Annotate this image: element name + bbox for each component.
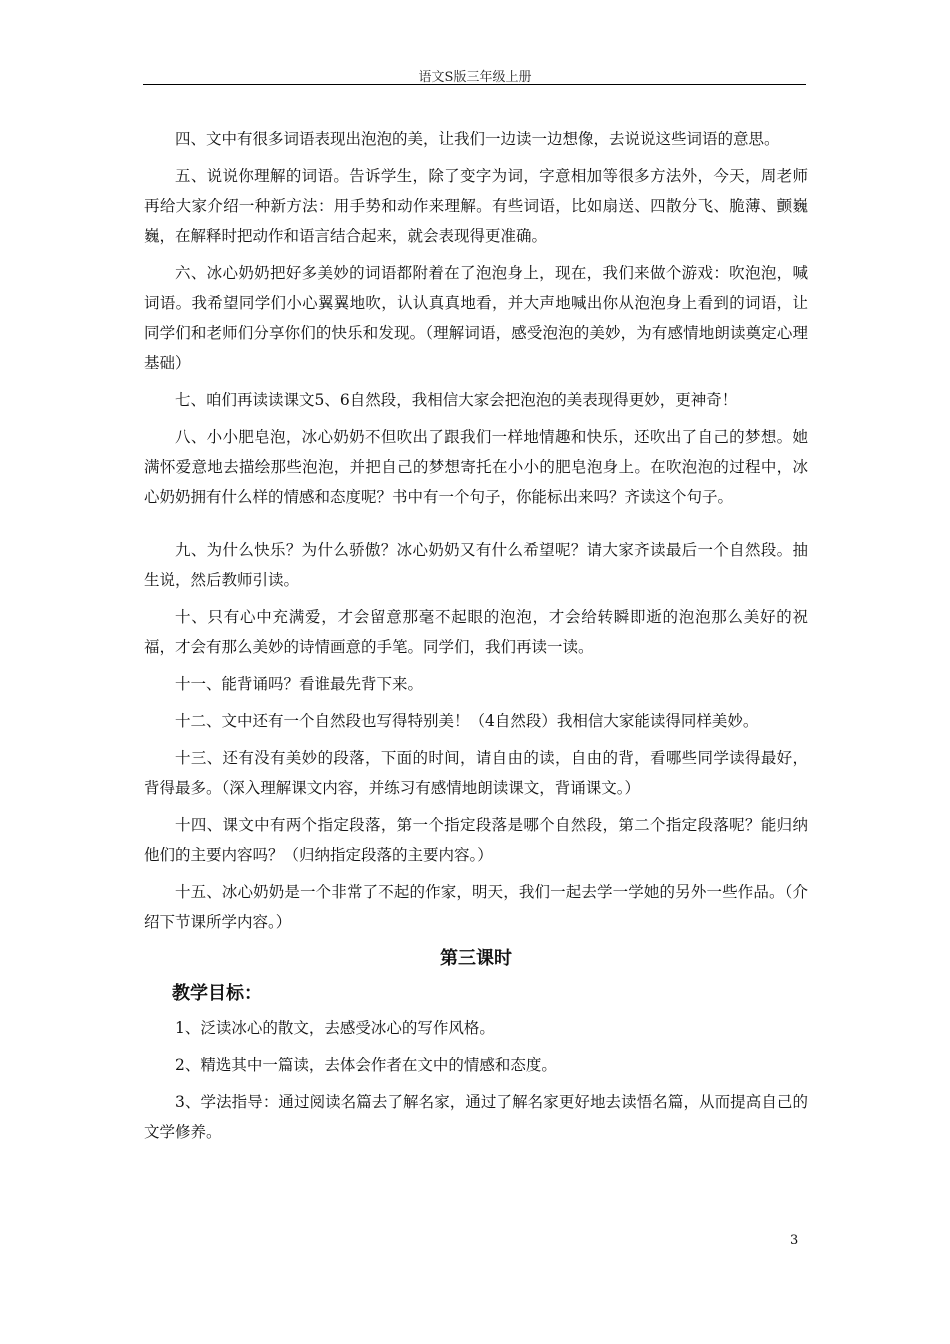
goal-item: 1、泛读冰心的散文，去感受冰心的写作风格。: [175, 1019, 495, 1037]
paragraph-14: 十四、课文中有两个指定段落，第一个指定段落是哪个自然段，第二个指定段落呢？能归纳他们的主要内容吗？（归纳指定段落的主要内容。）: [144, 816, 808, 864]
page-header: 语文S版三年级上册: [418, 70, 532, 85]
goal-item: 3、学法指导：通过阅读名篇去了解名家，通过了解名家更好地去读悟名篇，从而提高自己的文学修养。: [144, 1093, 808, 1141]
paragraph-15: 十五、冰心奶奶是一个非常了不起的作家，明天，我们一起去学一学她的另外一些作品。（介绍下节课所学内容。）: [144, 883, 808, 931]
document-body: [144, 124, 808, 1154]
paragraph-13: 十三、还有没有美妙的段落，下面的时间，请自由的读，自由的背，看哪些同学读得最好，背得最多。（深入理解课文内容，并练习有感情地朗读课文，背诵课文。）: [144, 749, 808, 797]
paragraph-10: 十、只有心中充满爱，才会留意那毫不起眼的泡泡，才会给转瞬即逝的泡泡那么美好的祝福，才会有那么美妙的诗情画意的手笔。同学们，我们再读一读。: [144, 608, 808, 656]
paragraph-7: 七、咱们再读读课文5、6自然段，我相信大家会把泡泡的美表现得更妙，更神奇！: [175, 391, 738, 409]
page-number: 3: [790, 1233, 799, 1248]
teaching-goals-heading: 教学目标：: [172, 983, 262, 1004]
paragraph-9: 九、为什么快乐？为什么骄傲？冰心奶奶又有什么希望呢？请大家齐读最后一个自然段。抽生说，然后教师引读。: [144, 541, 808, 589]
paragraph-5: 五、说说你理解的词语。告诉学生，除了变字为词，字意相加等很多方法外，今天，周老师再给大家介绍一种新方法：用手势和动作来理解。有些词语，比如扇送、四散分飞、脆薄、颤巍巍，在解释时把动作和语言结合起来，就会表现得更准确。: [144, 167, 808, 245]
paragraph-11: 十一、能背诵吗？看谁最先背下来。: [175, 675, 424, 693]
goal-item: 2、精选其中一篇读，去体会作者在文中的情感和态度。: [175, 1056, 557, 1074]
paragraph-6: 六、冰心奶奶把好多美妙的词语都附着在了泡泡身上，现在，我们来做个游戏：吹泡泡，喊词语。我希望同学们小心翼翼地吹，认认真真地看，并大声地喊出你从泡泡身上看到的词语，让同学们和老师们分享你们的快乐和发现。（理解词语，感受泡泡的美妙，为有感情地朗读奠定心理基础）: [144, 264, 808, 372]
paragraph-12: 十二、文中还有一个自然段也写得特别美！（4自然段）我相信大家能读得同样美妙。: [175, 712, 759, 730]
paragraph-4: 四、文中有很多词语表现出泡泡的美，让我们一边读一边想像，去说说这些词语的意思。: [175, 130, 780, 148]
section-heading: 第三课时: [440, 948, 512, 969]
paragraph-8: 八、小小肥皂泡，冰心奶奶不但吹出了跟我们一样地情趣和快乐，还吹出了自己的梦想。她满怀爱意地去描绘那些泡泡，并把自己的梦想寄托在小小的肥皂泡身上。在吹泡泡的过程中，冰心奶奶拥有什么样的情感和态度呢？书中有一个句子，你能标出来吗？齐读这个句子。: [144, 428, 808, 506]
header-divider: [143, 84, 806, 85]
